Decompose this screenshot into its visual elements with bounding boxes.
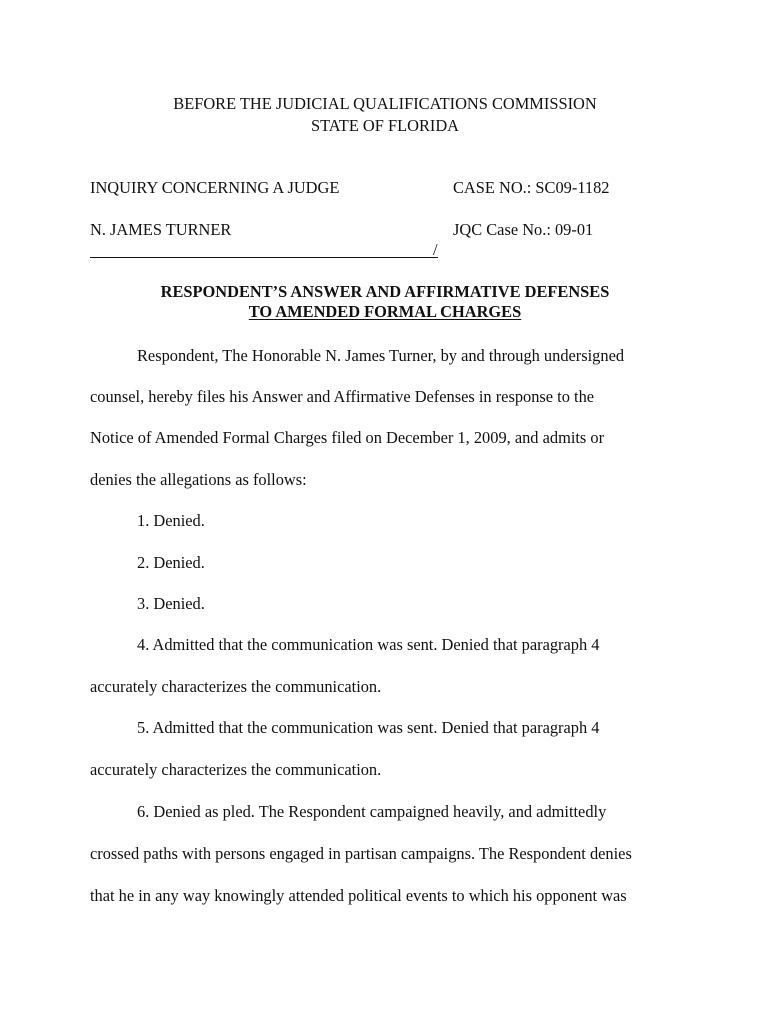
answer-item-4: 4. Admitted that the communication was sent. Denied that paragraph 4: [137, 635, 600, 654]
caption-state: STATE OF FLORIDA: [310, 116, 460, 135]
answer-item-6-cont-1: crossed paths with persons engaged in partisan campaigns. The Respondent denies: [90, 844, 632, 863]
jqc-case-number: JQC Case No.: 09-01: [453, 220, 594, 239]
case-title: INQUIRY CONCERNING A JUDGE: [90, 178, 340, 197]
answer-item-2: 2. Denied.: [137, 553, 205, 572]
answer-item-1: 1. Denied.: [137, 511, 205, 530]
intro-line-2: counsel, hereby files his Answer and Affirmative Defenses in response to the: [90, 387, 595, 406]
heading-line-1: RESPONDENT’S ANSWER AND AFFIRMATIVE DEFENSES: [160, 282, 610, 301]
intro-line-4: denies the allegations as follows:: [90, 470, 307, 489]
heading-line-2: TO AMENDED FORMAL CHARGES: [248, 302, 522, 321]
answer-item-6: 6. Denied as pled. The Respondent campaigned heavily, and admittedly: [137, 802, 607, 821]
answer-item-6-cont-2: that he in any way knowingly attended political events to which his opponent was: [90, 886, 627, 905]
caption-commission: BEFORE THE JUDICIAL QUALIFICATIONS COMMISSION: [173, 94, 597, 113]
case-number: CASE NO.: SC09-1182: [453, 178, 610, 197]
caption-slash: /: [433, 240, 438, 259]
caption-rule: [90, 257, 438, 258]
answer-item-4-cont: accurately characterizes the communication.: [90, 677, 382, 696]
answer-item-5: 5. Admitted that the communication was sent. Denied that paragraph 4: [137, 718, 600, 737]
intro-line-3: Notice of Amended Formal Charges filed on December 1, 2009, and admits or: [90, 428, 605, 447]
intro-line-1: Respondent, The Honorable N. James Turner, by and through undersigned: [137, 346, 625, 365]
respondent-name: N. JAMES TURNER: [90, 220, 232, 239]
answer-item-5-cont: accurately characterizes the communication.: [90, 760, 382, 779]
answer-item-3: 3. Denied.: [137, 594, 205, 613]
